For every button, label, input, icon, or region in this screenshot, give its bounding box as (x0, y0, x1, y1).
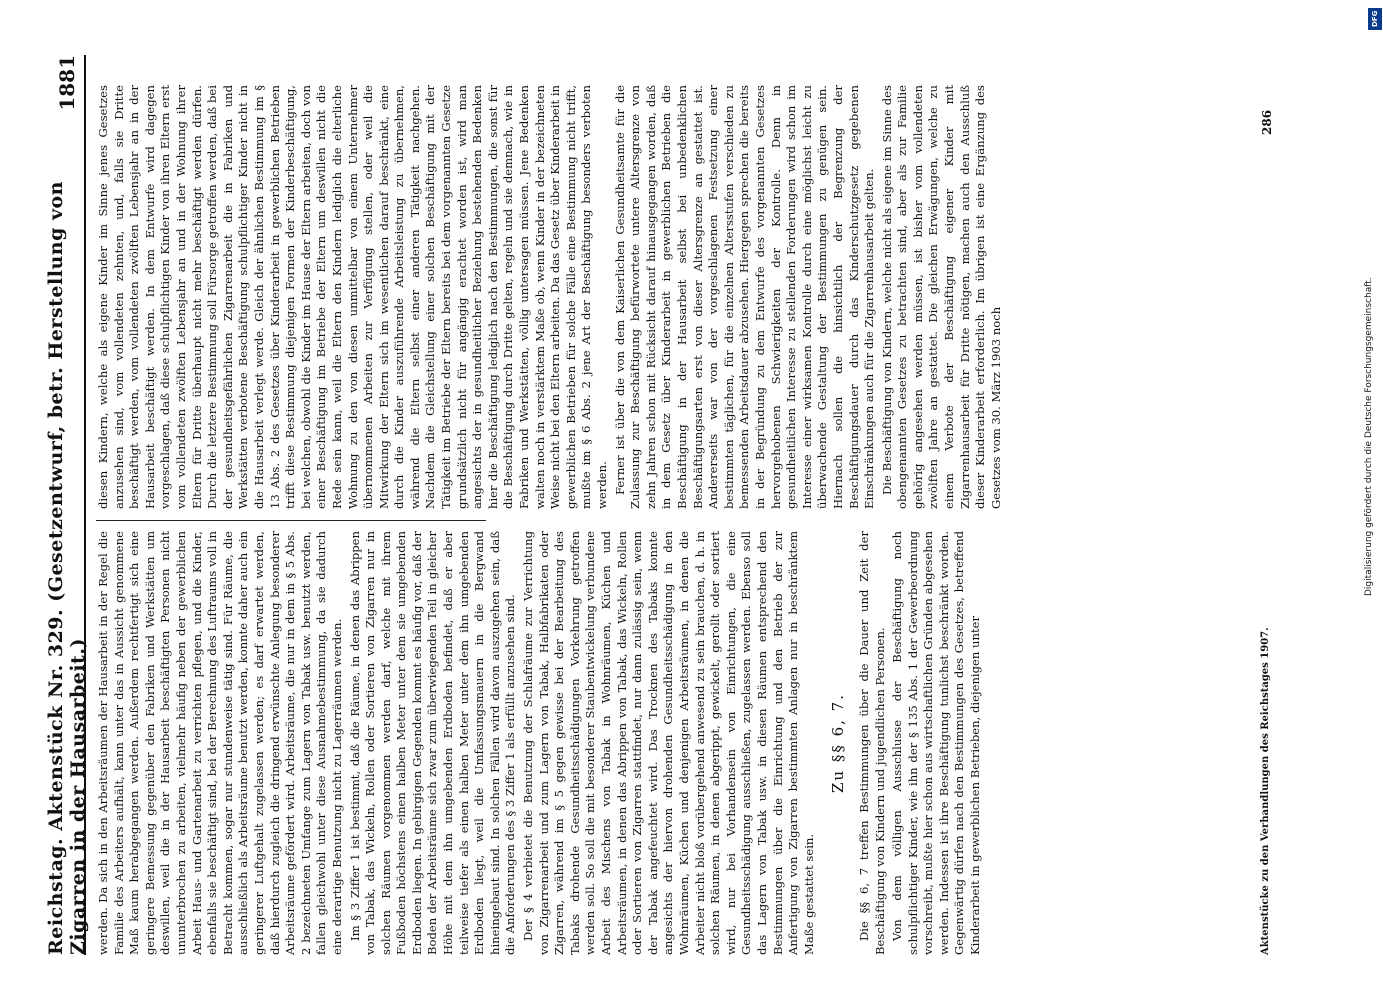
paragraph: Im § 3 Ziffer 1 ist bestimmt, daß die Räume, in denen das Abrippen von Tabak, das Wickeln, Rollen oder Sortieren von Zigarren nur in solchen Räumen vorgenommen werden darf, welche mit ihrem Fußboden höchstens einen halben Meter unter dem sie umgebenden Erdboden liegen. In gebirgigen Gegenden kommt es häufig vor, daß der Boden der Arbeitsräume sich zwar zum überwiegenden Teil in gleicher Höhe mit dem ihn umgebenden Erdboden befindet, daß er aber teilweise tiefer als einen halben Meter unter dem ihn umgebenden Erdboden liegt, weil die Umfassungsmauern in die Bergwand hineingebaut sind. In solchen Fällen wird davon auszugehen sein, daß die Anforderungen des § 3 Ziffer 1 als erfüllt anzusehen sind. (347, 531, 518, 955)
paragraph: Der § 4 verbietet die Benutzung der Schlafräume zur Verrichtung von Zigarrenarbeit und zum Lagern von Tabak, Halbfabrikaten oder Zigarren, während im § 5 gegen gewisse bei der Bearbeitung des Tabaks drohende Gesundheitsschädigungen Vorkehrung getroffen werden soll. So soll die mit besonderer Staubentwickelung verbundene Arbeit des Mischens von Tabak in Wohnräumen, Küchen und Arbeitsräumen, in denen das Abrippen von Tabak, das Wickeln, Rollen oder Sortieren von Zigarren stattfindet, nur dann zulässig sein, wenn der Tabak angefeuchtet wird. Das Trocknen des Tabaks konnte angesichts der hiervon drohenden Gesundheitsschädigung in den Wohnräumen, Küchen und denjenigen Arbeitsräumen, in denen die Arbeiter nicht bloß vorübergehend anwesend zu sein brauchen, d. h. in solchen Räumen, in denen abgerippt, gewickelt, gerollt oder sortiert wird, nur bei Vorhandensein von Einrichtungen, die eine Gesundheitsschädigung ausschließen, zugelassen werden. Ebenso soll das Lagern von Tabak usw. in diesen Räumen entsprechend den Bestimmungen über die Einrichtung und den Betrieb der zur Anfertigung von Zigarren bestimmten Anlagen nur in beschränktem Maße gestattet sein. (521, 531, 816, 955)
section-heading: Zu §§ 6, 7. (829, 693, 848, 794)
dfg-credit-text: Digitalisierung gefördert durch die Deutsche Forschungsgemeinschaft. (1364, 277, 1374, 596)
header-title: Reichstag. Aktenstück Nr. 329. (Gesetzentwurf, betr. Herstellung von Zigarren in der Hausarbeit.) (45, 181, 89, 955)
paragraph: diesen Kindern, welche als eigene Kinder im Sinne jenes Gesetzes anzusehen sind, vom vollendeten zehnten, und, falls sie Dritte beschäftigt werden, vom vollendeten zwölften Lebensjahr an in der Hausarbeit beschäftigt werden. In dem Entwurfe wird dagegen vorgeschlagen, daß diese schulpflichtigen Kinder von ihren Eltern erst vom vollendeten zwölften Lebensjahr an und in der Wohnung ihrer Eltern für Dritte überhaupt nicht mehr beschäftigt werden dürfen. Durch die letztere Bestimmung soll Fürsorge getroffen werden, daß bei der gesundheitsgefährlichen Zigarrenarbeit die in Fabriken und Werkstätten verbotene Beschäftigung schulpflichtiger Kinder nicht in die Hausarbeit verlegt werde. Gleich der ähnlichen Bestimmung im § 13 Abs. 2 des Gesetzes über Kinderarbeit in gewerblichen Betrieben trifft diese Bestimmung diejenigen Formen der Kinderbeschäftigung, bei welchen, obwohl die Kinder im Hause der Eltern arbeiten, doch von einer Beschäftigung im Betriebe der Eltern um deswillen nicht die Rede sein kann, weil die Eltern den Kindern lediglich die elterliche Wohnung zu den von diesen unmittelbar von einem Unternehmer übernommenen Arbeiten zur Verfügung stellen, oder weil die Mitwirkung der Eltern sich im wesentlichen darauf beschränkt, eine durch die Kinder auszuführende Arbeitsleistung zu übernehmen, während die Eltern selbst einer anderen Tätigkeit nachgehen. Nachdem die Gleichstellung einer solchen Beschäftigung mit der Tätigkeit im Betriebe der Eltern bereits bei dem vorgenannten Gesetze grundsätzlich nicht für angängig erachtet worden ist, wird man angesichts der in gesundheitlicher Beziehung bestehenden Bedenken hier die Beschäftigung lediglich nach den Bestimmungen, die sonst für die Beschäftigung durch Dritte gelten, regeln und sie demnach, wie in Fabriken und Werkstätten, völlig untersagen müssen. Jene Bedenken walten noch in verstärktem Maße ob, wenn Kinder in der bezeichneten Weise nicht bei den Eltern arbeiten. Da das Gesetz über Kinderarbeit in gewerblichen Betrieben für solche Fälle eine Bestimmung nicht trifft, mußte im § 6 Abs. 2 jene Art der Beschäftigung besonders verboten werden. (96, 85, 609, 509)
left-column (96, 531, 986, 955)
paragraph: Die §§ 6, 7 treffen Bestimmungen über die Dauer und Zeit der Beschäftigung von Kindern und jugendlichen Personen. (856, 531, 887, 955)
header-page-ref: 1881 (55, 55, 79, 111)
paragraph: Von dem völligen Ausschlusse der Beschäftigung noch schulpflichtiger Kinder, wie ihn der § 135 Abs. 1 der Gewerbeordnung vorschreibt, mußte hier schon aus wirtschaftlichen Gründen abgesehen werden. Indessen ist ihre Beschäftigung tunlichst beschränkt worden. Gegenwärtig dürfen nach den Bestimmungen des Gesetzes, betreffend Kinderarbeit in gewerblichen Betrieben, diejenigen unter (890, 531, 983, 955)
page-number: 286 (1260, 109, 1274, 135)
dfg-logo-icon: DFG (1368, 8, 1382, 30)
footer-note: Aktenstücke zu den Verhandlungen des Reichstages 1907. (1260, 627, 1271, 955)
right-column (96, 85, 1146, 509)
paragraph: Ferner ist über die von dem Kaiserlichen Gesundheitsamte für die Zulassung zur Beschäftigung befürwortete untere Altersgrenze von zehn Jahren schon mit Rücksicht darauf hinausgegangen worden, daß in dem Gesetz über Kinderarbeit in gewerblichen Betrieben die Beschäftigung in der Hausarbeit selbst bei unbedenklichen Beschäftigungsarten erst von dieser Altersgrenze an gestattet ist. Andererseits war von der vorgeschlagenen Festsetzung einer bestimmten täglichen, für die einzelnen Altersstufen verschieden zu bemessenden Arbeitsdauer abzusehen. Hiergegen sprechen die bereits in der Begründung zu dem Entwurfe des vorgenannten Gesetzes hervorgehobenen Schwierigkeiten der Kontrolle. Denn in gesundheitlichen Interesse zu stellenden Forderungen wird schon im Interesse einer wirksamen Kontrolle durch eine möglichst leicht zu überwachende Gestaltung der Bestimmungen zu genügen sein. Hiernach sollen die hinsichtlich der Begrenzung der Beschäftigungsdauer durch das Kinderschutzgesetz gegebenen Einschränkungen auch für die Zigarrenhausarbeit gelten. (612, 85, 877, 509)
paragraph: Die Beschäftigung von Kindern, welche nicht als eigene im Sinne des obengenannten Gesetzes zu betrachten sind, aber als zur Familie gehörig angesehen werden müssen, ist bisher vom vollendeten zwölften Jahre an gestattet. Die gleichen Erwägungen, welche zu einem Verbote der Beschäftigung eigener Kinder mit Zigarrenhausarbeit für Dritte nötigen, machen auch den Ausschluß dieser Kinderarbeit erforderlich. Im übrigen ist eine Ergänzung des Gesetzes vom 30. März 1903 noch (879, 85, 1003, 509)
paragraph: werden. Da sich in den Arbeitsräumen der Hausarbeit in der Regel die Familie des Arbeiters aufhält, kann unter das in Aussicht genommene Maß kaum herabgegangen werden. Außerdem rechtfertigt sich eine geringere Bemessung gegenüber den Fabriken und Werkstätten um deswillen, weil die in der Hausarbeit beschäftigten Personen nicht ununterbrochen zu arbeiten, vielmehr häufig neben der gewerblichen Arbeit Haus- und Gartenarbeit zu verrichten pflegen, und die Kinder, ebenfalls sie beschäftigt sind, bei der Berechnung des Luftraums voll in Betracht kommen, sogar nur stundenweise tätig sind. Für Räume, die ausschließlich als Arbeitsräume benutzt werden, konnte daher auch ein geringerer Luftgehalt zugelassen werden; es darf erwartet werden, daß hierdurch zugleich die dringend erwünschte Anlegung besonderer Arbeitsräume gefördert wird. Arbeitsräume, die nur in dem in § 5 Abs. 2 bezeichneten Umfange zum Lagern von Tabak usw. benutzt werden, fallen gleichwohl unter diese Ausnahmebestimmung, da sie dadurch eine derartige Benutzung nicht zu Lagerräumen werden. (96, 531, 344, 955)
page-header (45, 55, 89, 955)
rotated-page-content (45, 55, 1330, 955)
column-divider (96, 520, 486, 521)
